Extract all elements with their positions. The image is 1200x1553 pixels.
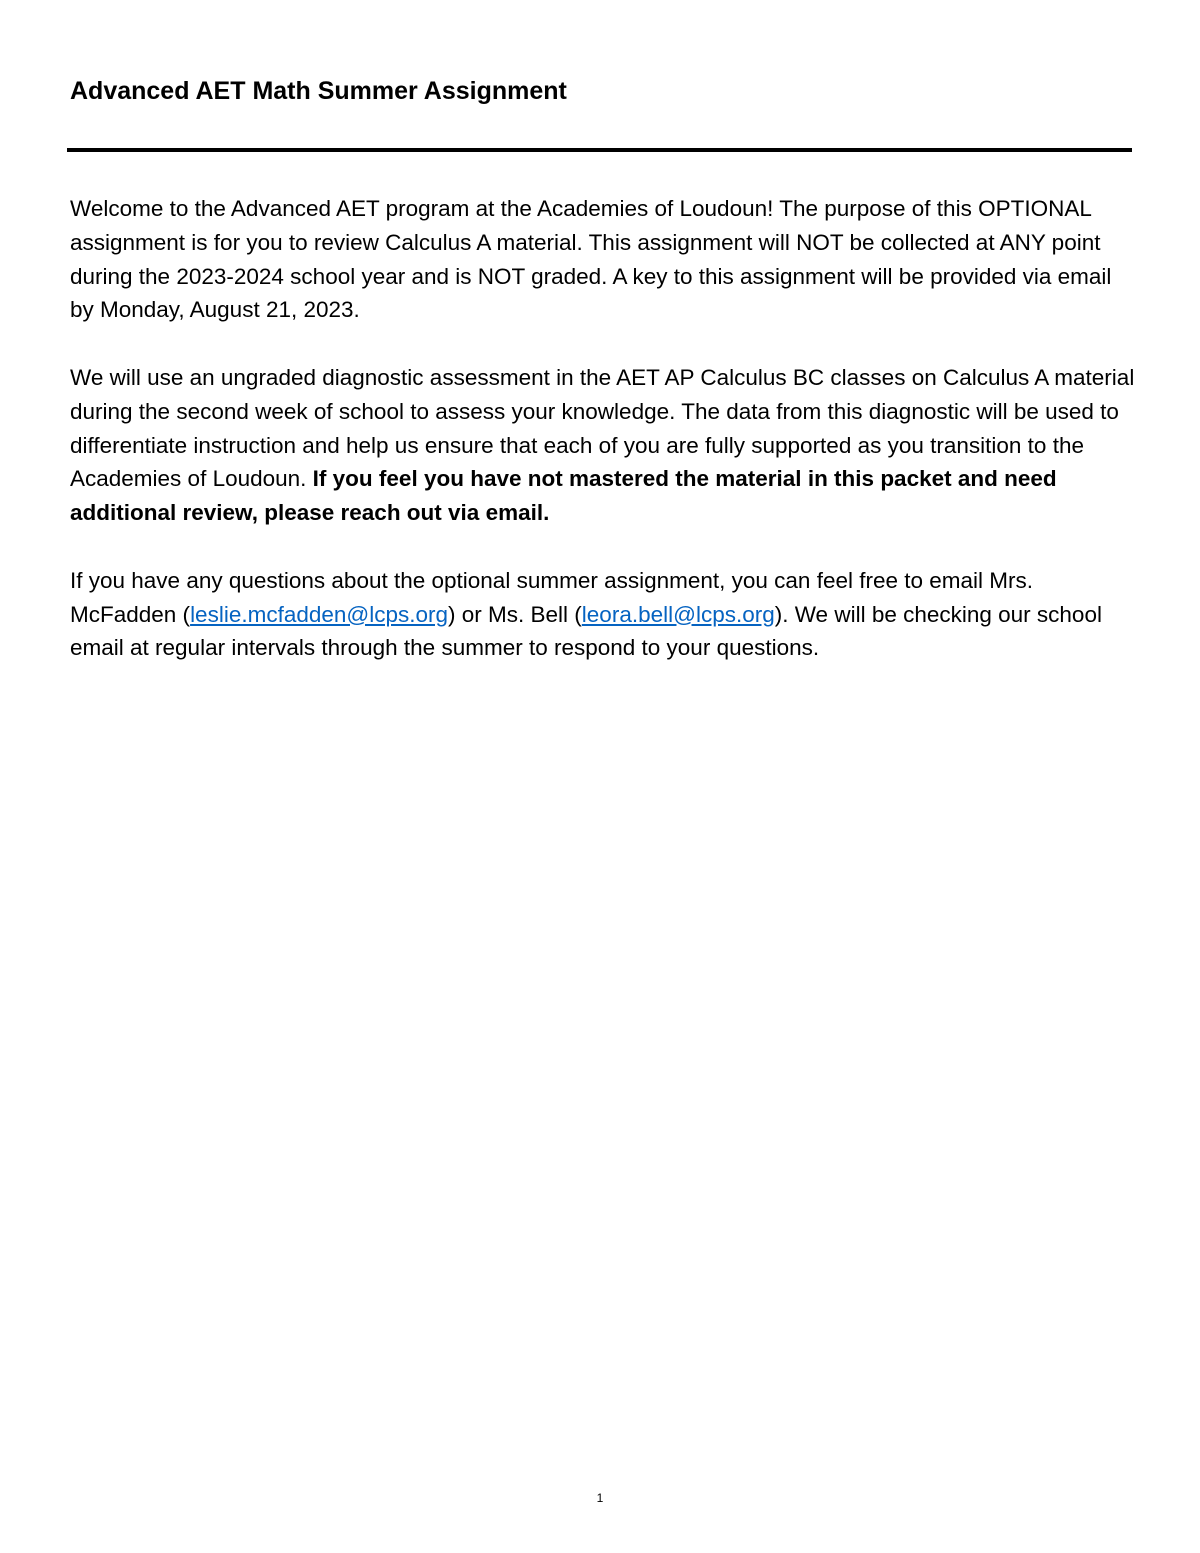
- title-divider: [67, 148, 1132, 152]
- mcfadden-email-link[interactable]: leslie.mcfadden@lcps.org: [190, 601, 449, 627]
- document-title: Advanced AET Math Summer Assignment: [70, 77, 567, 105]
- welcome-paragraph: Welcome to the Advanced AET program at the Academies of Loudoun! The purpose of this OPTIONAL assignment is for you to review Calculus A material. This assignment will NOT be collected at ANY point during the 2023-2024 school year and is NOT graded. A key to this assignment will be provided via email by Monday, August 21, 2023.: [70, 196, 1112, 323]
- diagnostic-paragraph: [70, 361, 1135, 530]
- document-body: [70, 192, 1135, 699]
- contact-paragraph: [70, 564, 1135, 665]
- contact-text-middle: ) or Ms. Bell (: [448, 601, 582, 627]
- contact-text-end: ). We will be checking our school email at regular intervals through the summer to respond to your questions.: [70, 601, 1102, 661]
- contact-text-intro: If you have any questions about the optional summer assignment, you can feel free to email Mrs. McFadden (: [70, 567, 1034, 627]
- diagnostic-text: We will use an ungraded diagnostic assessment in the AET AP Calculus BC classes on Calculus A material during the second week of school to assess your knowledge. The data from this diagnostic will be used to differentiate instruction and help us ensure that each of you are fully supported as you transition to the Academies of Loudoun.: [70, 364, 1135, 492]
- bell-email-link[interactable]: leora.bell@lcps.org: [581, 601, 775, 627]
- review-request-text: If you feel you have not mastered the material in this packet and need additional review, please reach out via email.: [70, 466, 1057, 526]
- page-number: 1: [596, 1491, 604, 1505]
